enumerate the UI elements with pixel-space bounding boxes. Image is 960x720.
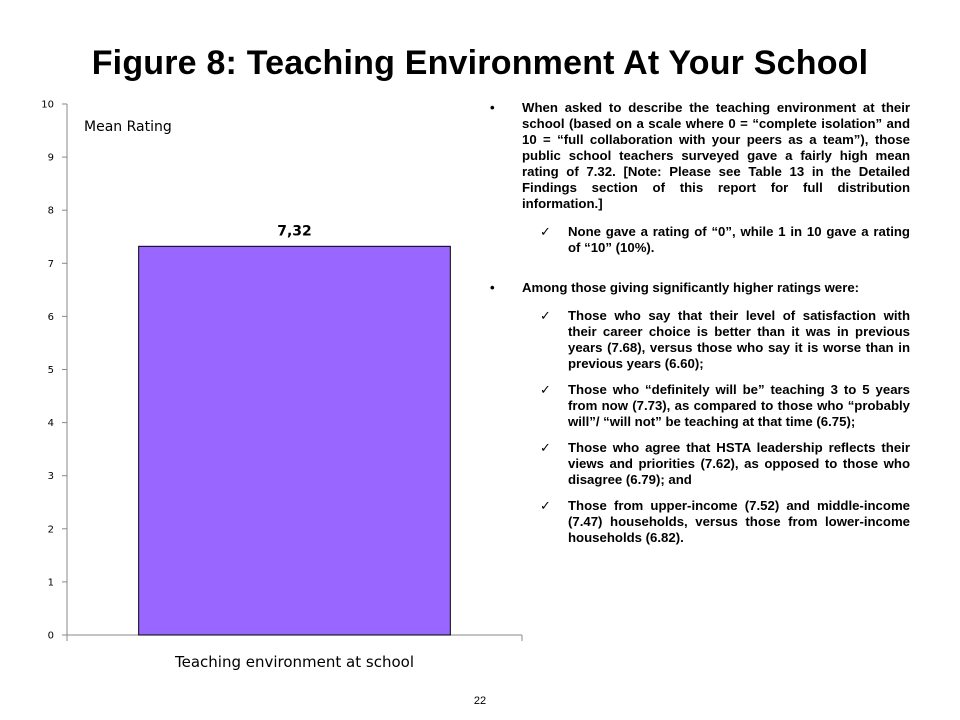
check-icon: ✓ [540,224,552,239]
y-tick-label: 8 [47,205,54,217]
check-item [490,440,910,488]
bullet-item [490,100,910,212]
check-text: Those who agree that HSTA leadership reflects their views and priorities (7.62), as opposed to those who disagree (6.79); and [568,440,910,487]
check-item [490,382,910,430]
bullet-text: When asked to describe the teaching environment at their school (based on a scale where 0 = “complete isolation” and 10 = “full collaboration with your peers as a team”), those public school teachers surveyed gave a fairly high mean rating of 7.32. [Note: Please see Table 13 in the Detailed Findings section of this report for full distribution information.] [522,100,910,211]
category-label: Teaching environment at school [175,653,414,671]
bar [139,246,451,635]
bullet-item [490,280,910,296]
y-tick-label: 2 [47,524,54,536]
y-tick-label: 4 [47,418,54,430]
y-tick-label: 9 [47,152,54,164]
check-text: Those from upper-income (7.52) and middle-income (7.47) households, versus those from lower-income households (6.82). [568,498,910,545]
check-icon: ✓ [540,308,552,323]
bar-value-label: 7,32 [277,223,312,240]
notes-panel [490,100,910,556]
y-tick-label: 6 [47,311,54,323]
bullet-text: Among those giving significantly higher ratings were: [522,280,860,295]
check-item [490,224,910,256]
page-number: 22 [473,695,487,707]
y-tick-label: 5 [47,365,54,376]
y-tick-label: 10 [41,99,54,111]
slide-title: Figure 8: Teaching Environment At Your School [91,44,869,82]
y-tick-label: 0 [47,630,54,642]
bullet-symbol: • [490,100,495,115]
bullet-symbol: • [490,280,495,295]
check-item [490,308,910,372]
check-icon: ✓ [540,440,552,455]
check-text: Those who say that their level of satisfaction with their career choice is better than it was in previous years (7.68), versus those who say it is worse than in previous years (6.60); [568,308,910,371]
check-icon: ✓ [540,382,552,397]
check-icon: ✓ [540,498,552,513]
check-item [490,498,910,546]
y-tick-label: 7 [47,258,54,270]
chart-title: Mean Rating [84,119,172,135]
y-tick-label: 3 [47,471,54,483]
y-tick-label: 1 [47,577,54,589]
check-text: Those who “definitely will be” teaching 3 to 5 years from now (7.73), as compared to those who “probably will”/ “will not” be teaching at that time (6.75); [568,382,910,429]
check-text: None gave a rating of “0”, while 1 in 10 gave a rating of “10” (10%). [568,224,910,255]
